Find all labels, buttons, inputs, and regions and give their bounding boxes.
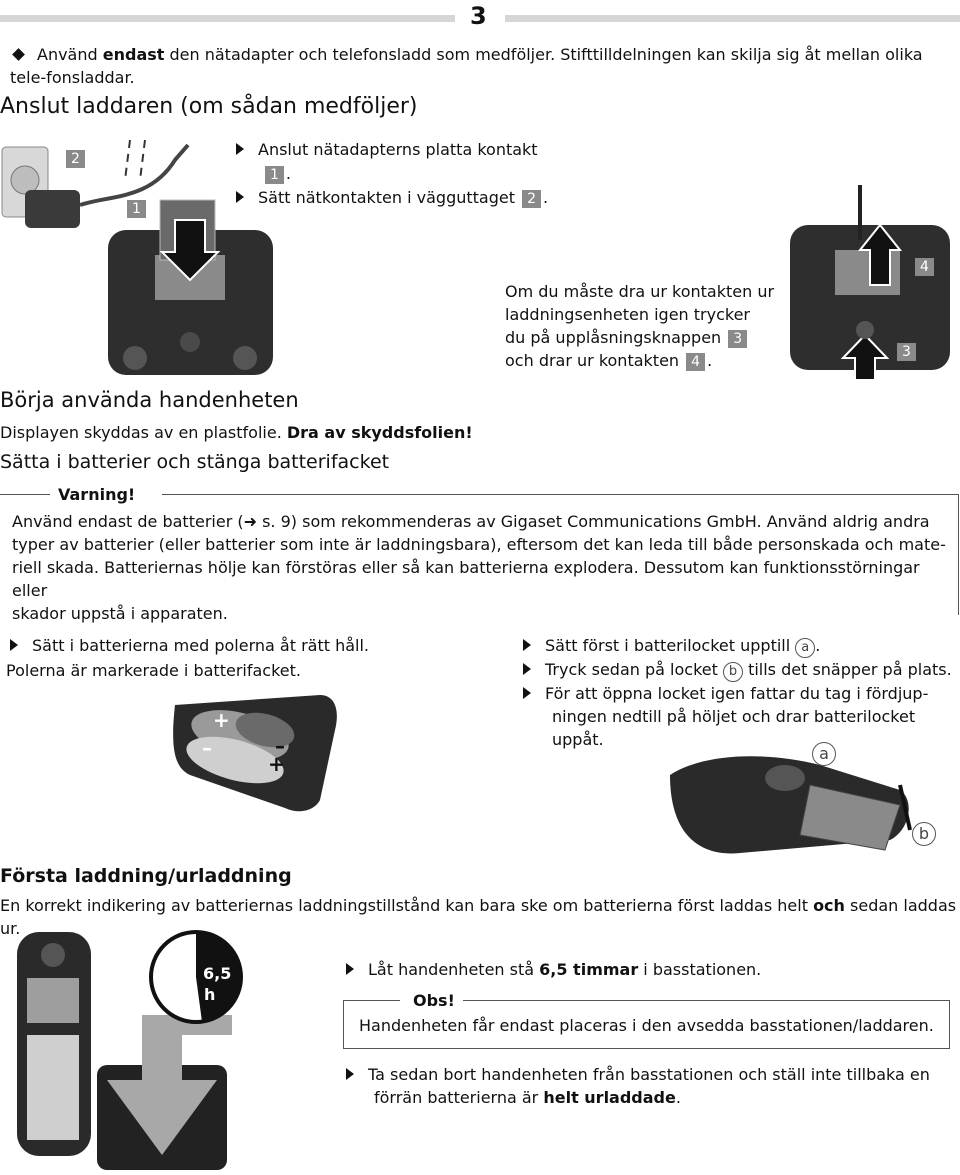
obs-title: Obs! (413, 991, 455, 1010)
clock-value: 6,5 (203, 964, 232, 983)
triangle-bullet-icon (523, 663, 531, 675)
charger-heading: Anslut laddaren (om sådan medföljer) (0, 94, 418, 119)
warning-rule-left (0, 494, 50, 495)
handset-figure (15, 930, 95, 1160)
charger-step-1: Anslut nätadapterns platta kontakt (236, 138, 576, 161)
triangle-bullet-icon (523, 639, 531, 651)
unplug-text: Om du måste dra ur kontakten ur laddningsenheten igen trycker du på upplåsningsknappen 3 och drar ur kontakten 4 . (505, 282, 775, 370)
display-text: Displayen skyddas av en plastfolie. Dra av skyddsfolien! (0, 423, 473, 442)
intro-paragraph: Använd endast den nätadapter och telefonsladd som medföljer. Stifttilldelningen kan skilja sig åt mellan olika tele-fonsladdar. (10, 45, 923, 87)
triangle-bullet-icon (10, 639, 18, 651)
battery-left-step: Sätt i batterierna med polerna åt rätt håll. (10, 634, 369, 657)
warning-title: Varning! (58, 485, 136, 504)
battery-right-step-3: För att öppna locket igen fattar du tag i fördjup- ningen nedtill på höljet och drar batterilocket uppåt. (523, 682, 953, 751)
battery-figure (170, 690, 350, 820)
charger-label-1: 1 (127, 200, 146, 218)
charging-arrow (92, 1015, 232, 1170)
first-charge-text: En korrekt indikering av batteriernas laddningstillstånd kan bara ske om batterierna först laddas helt och sedan laddas ur. (0, 896, 957, 938)
unplug-figure (785, 180, 955, 380)
unplug-label-4: 4 (915, 258, 934, 276)
unplug-label-3: 3 (897, 343, 916, 361)
header-rule-right (505, 15, 960, 22)
charge-step-2: Ta sedan bort handenheten från basstationen och ställ inte tillbaka en förrän batterierna är helt urladdade. (346, 1063, 956, 1109)
battery-heading: Sätta i batterier och stänga batterifacket (0, 451, 390, 473)
triangle-bullet-icon (346, 963, 354, 975)
page-number: 3 (470, 2, 487, 30)
battery-right-step-2: Tryck sedan på locket b tills det snäpper på plats. (523, 658, 952, 682)
start-heading: Börja använda handenheten (0, 388, 299, 412)
triangle-bullet-icon (523, 687, 531, 699)
header-rule-left (0, 15, 455, 22)
warning-text: Använd endast de batterier (➜ s. 9) som rekommenderas av Gigaset Communications GmbH. Använd aldrig andra typer av batterier (eller batterier som inte är laddningsbara), eftersom det kan leda till både personskada och mate- riell skada. Batteriernas hölje kan förstöras eller så kan batterierna explodera. Dessutom kan funktionsstörningar eller skador uppstå i apparaten. (12, 512, 946, 623)
triangle-bullet-icon (236, 143, 244, 155)
clock-unit: h (204, 985, 216, 1004)
battery-minus-top: – (202, 736, 212, 760)
obs-box-top-right (463, 1000, 949, 1001)
obs-text: Handenheten får endast placeras i den avsedda basstationen/laddaren. (359, 1016, 934, 1035)
battery-label-a: a (812, 742, 836, 766)
battery-minus-bottom: – (275, 734, 285, 758)
charger-step-2: Sätt nätkontakten i vägguttaget 2 . (236, 186, 576, 209)
diamond-bullet-icon (12, 48, 25, 61)
battery-plus-bottom: + (268, 752, 285, 776)
triangle-bullet-icon (236, 191, 244, 203)
handset-back-figure (660, 745, 920, 865)
first-charge-heading: Första laddning/urladdning (0, 865, 292, 887)
charger-label-2: 2 (66, 150, 85, 168)
battery-plus-top: + (213, 708, 230, 732)
battery-right-step-1: Sätt först i batterilocket upptill a . (523, 634, 820, 658)
triangle-bullet-icon (346, 1068, 354, 1080)
charger-step-1-num: 1 . (263, 162, 291, 185)
charge-step-1: Låt handenheten stå 6,5 timmar i basstationen. (346, 958, 761, 981)
battery-label-b: b (912, 822, 936, 846)
charger-base-figure (100, 180, 280, 380)
battery-left-note: Polerna är markerade i batterifacket. (6, 661, 301, 680)
